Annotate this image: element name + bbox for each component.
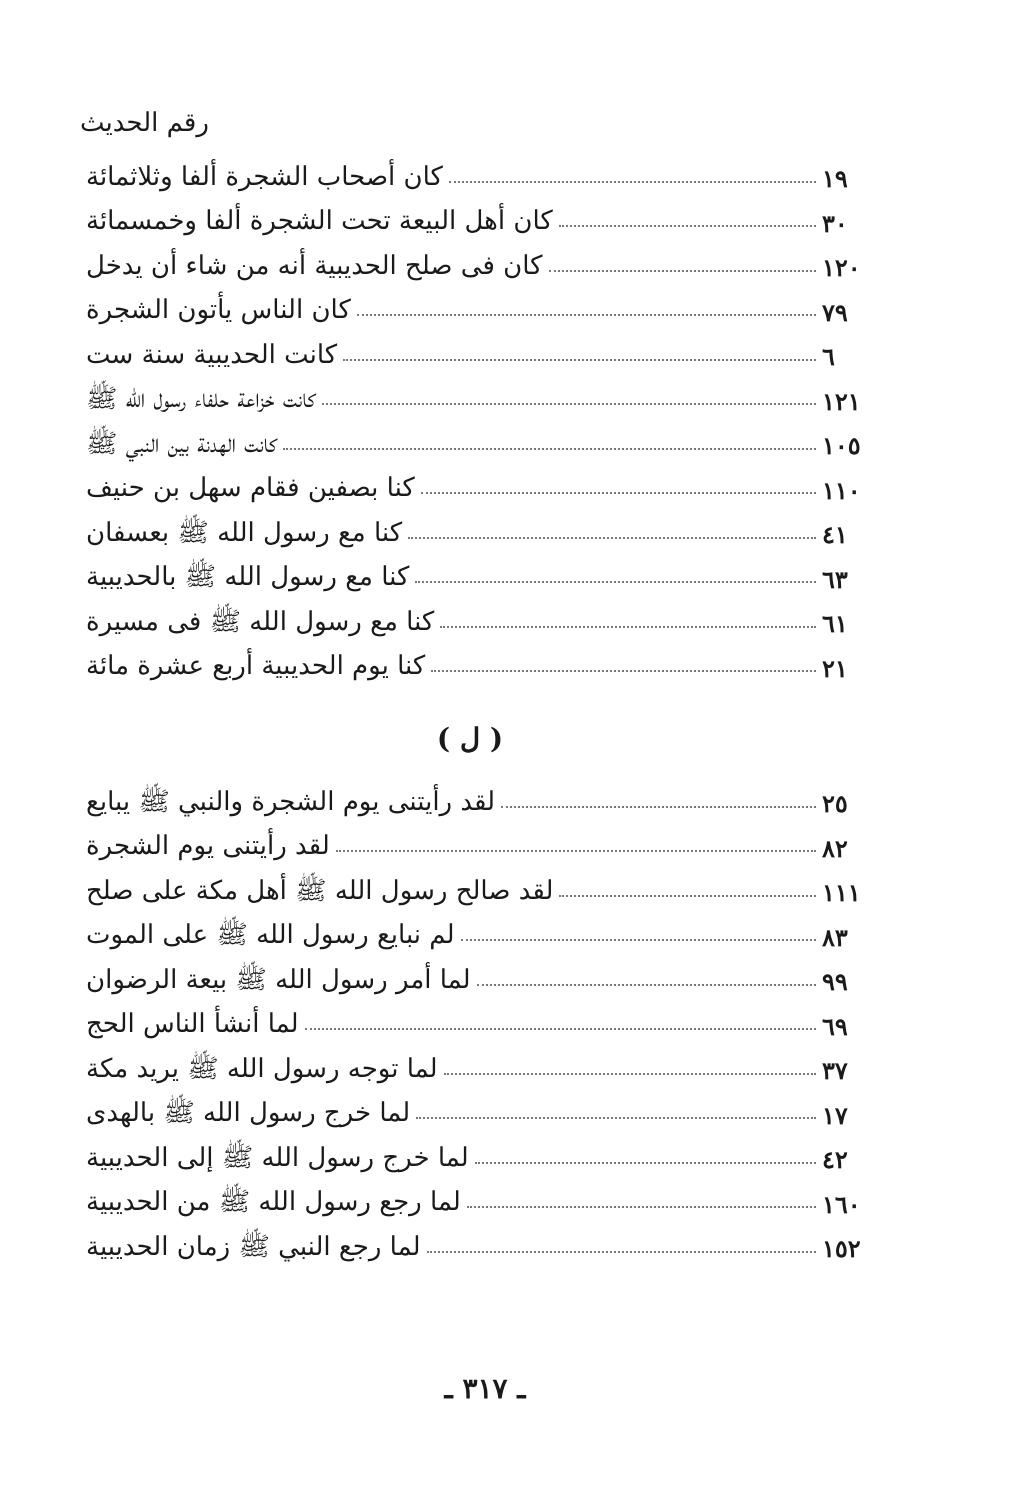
entry-title: كان أصحاب الشجرة ألفا وثلاثمائة — [86, 161, 443, 192]
entry-title: لما أنشأ الناس الحج — [86, 1009, 299, 1040]
index-entry — [80, 775, 880, 820]
index-entry — [80, 506, 880, 551]
hadith-number: ٧٩ — [822, 297, 848, 327]
index-entry — [80, 1087, 880, 1132]
index-entry — [80, 864, 880, 909]
hadith-number: ١٥٢ — [822, 1234, 861, 1264]
section-k-entries — [80, 150, 880, 684]
entry-title: كنا يوم الحديبية أربع عشرة مائة — [86, 651, 426, 682]
entry-title: لما خرج رسول الله ﷺ بالهدى — [86, 1098, 411, 1129]
entry-title: لما رجع رسول الله ﷺ من الحديبية — [86, 1187, 461, 1218]
hadith-number: ٣٠ — [822, 208, 848, 238]
page-number: ـ ٣١٧ ـ — [444, 1372, 526, 1405]
index-entry — [80, 328, 880, 373]
hadith-number: ٦٩ — [822, 1011, 848, 1041]
hadith-number: ١٦٠ — [822, 1189, 861, 1219]
dot-leader — [421, 492, 816, 494]
index-entry — [80, 284, 880, 329]
entry-title: لما خرج رسول الله ﷺ إلى الحديبية — [86, 1142, 469, 1173]
hadith-number: ٨٢ — [822, 833, 848, 863]
index-entry — [80, 150, 880, 195]
dot-leader — [305, 1028, 816, 1030]
entry-title: كان أهل البيعة تحت الشجرة ألفا وخمسمائة — [86, 206, 553, 237]
hadith-number: ٤٢ — [822, 1145, 848, 1175]
index-entry — [80, 1176, 880, 1221]
dot-leader — [283, 448, 816, 450]
dot-leader — [336, 850, 816, 852]
entry-title: لما توجه رسول الله ﷺ يريد مكة — [86, 1053, 438, 1084]
entry-title: كانت الحديبية سنة ست — [86, 339, 338, 370]
hadith-number: ١٩ — [822, 164, 848, 194]
index-entry — [80, 909, 880, 954]
dot-leader — [427, 1251, 816, 1253]
index-entry — [80, 373, 880, 418]
hadith-number: ٤١ — [822, 520, 848, 550]
hadith-number: ١٠٥ — [822, 431, 861, 461]
dot-leader — [461, 939, 816, 941]
dot-leader — [357, 314, 816, 316]
hadith-number: ٦٣ — [822, 564, 848, 594]
dot-leader — [440, 626, 816, 628]
entry-title: كنا مع رسول الله ﷺ فى مسيرة — [86, 606, 435, 637]
column-header: رقم الحديث — [80, 108, 209, 138]
hadith-number: ١٢٠ — [822, 253, 861, 283]
hadith-number: ١١١ — [822, 878, 861, 908]
index-entry — [80, 417, 880, 462]
section-l-entries — [80, 775, 880, 1265]
dot-leader — [559, 225, 816, 227]
dot-leader — [416, 1117, 816, 1119]
index-entry — [80, 595, 880, 640]
entry-title: كان فى صلح الحديبية أنه من شاء أن يدخل — [86, 250, 543, 281]
dot-leader — [431, 670, 816, 672]
section-heading-lam: ( ل ) — [436, 722, 504, 755]
hadith-number: ١١٠ — [822, 475, 861, 505]
index-entry — [80, 820, 880, 865]
hadith-number: ١٢١ — [822, 386, 861, 416]
hadith-number: ٢١ — [822, 653, 848, 683]
entry-title: كنا مع رسول الله ﷺ بعسفان — [86, 517, 403, 548]
dot-leader — [449, 181, 816, 183]
dot-leader — [415, 581, 816, 583]
entry-title: لما رجع النبي ﷺ زمان الحديبية — [86, 1231, 421, 1262]
dot-leader — [559, 895, 816, 897]
hadith-number: ٣٧ — [822, 1056, 848, 1086]
hadith-number: ٨٣ — [822, 922, 848, 952]
hadith-number: ٦١ — [822, 609, 848, 639]
entry-title: لما أمر رسول الله ﷺ بيعة الرضوان — [86, 964, 471, 995]
dot-leader — [343, 359, 816, 361]
index-entry — [80, 1220, 880, 1265]
index-entry — [80, 551, 880, 596]
entry-title: كنا بصفين فقام سهل بن حنيف — [86, 473, 415, 504]
index-entry — [80, 953, 880, 998]
dot-leader — [549, 270, 816, 272]
entry-title: كنا مع رسول الله ﷺ بالحديبية — [86, 562, 410, 593]
hadith-number: ٦ — [822, 342, 835, 372]
hadith-number: ٢٥ — [822, 789, 848, 819]
index-entry — [80, 998, 880, 1043]
dot-leader — [444, 1073, 816, 1075]
dot-leader — [467, 1206, 816, 1208]
index-entry — [80, 1042, 880, 1087]
index-entry — [80, 640, 880, 685]
entry-title: لقد رأيتنى يوم الشجرة والنبي ﷺ يبايع — [86, 786, 496, 817]
dot-leader — [408, 537, 816, 539]
dot-leader — [322, 403, 816, 405]
index-entry — [80, 462, 880, 507]
entry-title: لم نبايع رسول الله ﷺ على الموت — [86, 920, 455, 951]
index-entry — [80, 239, 880, 284]
entry-title: كان الناس يأتون الشجرة — [86, 295, 351, 326]
dot-leader — [475, 1162, 816, 1164]
entry-title: كانت خزاعة حلفاء رسول الله ﷺ — [86, 384, 316, 415]
index-entry — [80, 1131, 880, 1176]
index-entry — [80, 195, 880, 240]
entry-title: كانت الهدنة بين النبي ﷺ — [86, 428, 277, 459]
dot-leader — [501, 806, 816, 808]
hadith-number: ٩٩ — [822, 967, 848, 997]
hadith-number: ١٧ — [822, 1100, 848, 1130]
entry-title: لقد صالح رسول الله ﷺ أهل مكة على صلح — [86, 875, 554, 906]
dot-leader — [477, 984, 816, 986]
entry-title: لقد رأيتنى يوم الشجرة — [86, 831, 330, 862]
